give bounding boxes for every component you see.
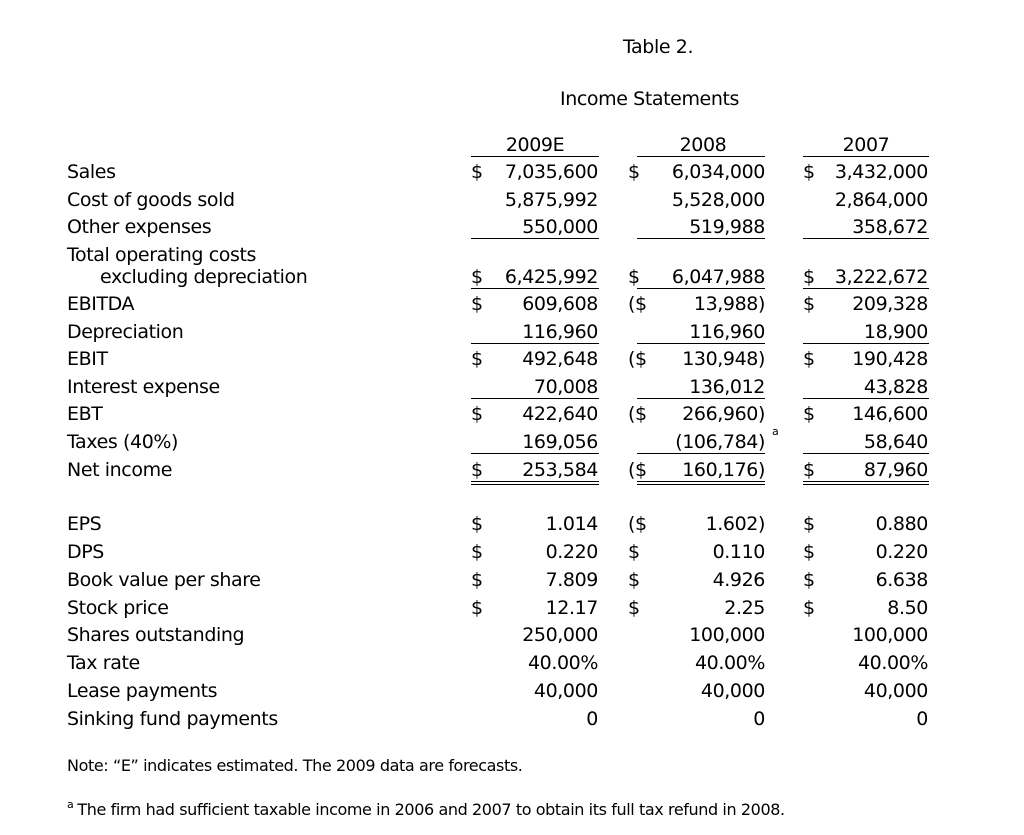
cell-value: 8.50	[887, 597, 928, 619]
cell-value: 100,000	[689, 624, 765, 646]
currency-symbol: $	[803, 266, 815, 288]
underline	[637, 398, 765, 399]
cell-value: (106,784)	[675, 431, 765, 453]
cell-value: 116,960	[522, 321, 598, 343]
row-label: EBITDA	[67, 293, 135, 315]
currency-symbol: ($	[628, 513, 647, 535]
cell-value: 550,000	[522, 216, 598, 238]
cell-value: 160,176)	[682, 459, 765, 481]
currency-symbol: $	[628, 597, 640, 619]
header-underline	[637, 156, 765, 157]
currency-symbol: $	[628, 569, 640, 591]
cell-value: 40.00%	[857, 652, 928, 674]
currency-symbol: $	[471, 513, 483, 535]
cell-value: 12.17	[545, 597, 598, 619]
cell-value: 40,000	[863, 680, 928, 702]
underline	[803, 238, 929, 239]
underline	[637, 453, 765, 454]
row-label: Cost of goods sold	[67, 189, 235, 211]
row-label: Other expenses	[67, 216, 212, 238]
row-label: Sinking fund payments	[67, 708, 278, 730]
footnote-text: The firm had sufficient taxable income in 2006 and 2007 to obtain its full tax refund in 2008.	[77, 800, 785, 819]
double-underline	[471, 481, 599, 485]
currency-symbol: $	[471, 459, 483, 481]
cell-value: 40,000	[700, 680, 765, 702]
cell-value: 40.00%	[694, 652, 765, 674]
currency-symbol: $	[803, 569, 815, 591]
underline	[637, 288, 765, 289]
underline	[471, 288, 599, 289]
column-header-2009e: 2009E	[505, 134, 565, 156]
cell-value: 0	[753, 708, 765, 730]
cell-value: 40.00%	[527, 652, 598, 674]
cell-value: 6,425,992	[504, 266, 598, 288]
currency-symbol: $	[471, 569, 483, 591]
row-label: EPS	[67, 513, 102, 535]
cell-value: 43,828	[863, 376, 928, 398]
table-number: Table 2.	[623, 36, 694, 58]
currency-symbol: $	[471, 266, 483, 288]
estimate-note: Note: “E” indicates estimated. The 2009 data are forecasts.	[67, 756, 523, 775]
cell-value: 0.880	[875, 513, 928, 535]
cell-value: 492,648	[522, 348, 598, 370]
underline	[803, 398, 929, 399]
row-label: Shares outstanding	[67, 624, 245, 646]
currency-symbol: ($	[628, 348, 647, 370]
currency-symbol: $	[628, 266, 640, 288]
double-underline	[803, 481, 929, 485]
footnote-marker: a	[67, 798, 74, 811]
cell-value: 358,672	[852, 216, 928, 238]
underline	[471, 453, 599, 454]
table-title: Income Statements	[560, 88, 740, 110]
row-label: Depreciation	[67, 321, 184, 343]
cell-value: 169,056	[522, 431, 598, 453]
currency-symbol: $	[803, 513, 815, 535]
currency-symbol: $	[471, 348, 483, 370]
currency-symbol: $	[628, 541, 640, 563]
row-label: DPS	[67, 541, 104, 563]
currency-symbol: $	[471, 161, 483, 183]
cell-value: 5,528,000	[671, 189, 765, 211]
row-label: EBIT	[67, 348, 108, 370]
row-label: Book value per share	[67, 569, 261, 591]
row-label: Total operating costs	[67, 244, 257, 266]
currency-symbol: $	[803, 597, 815, 619]
row-label: Taxes (40%)	[67, 431, 179, 453]
cell-value: 209,328	[852, 293, 928, 315]
currency-symbol: $	[471, 403, 483, 425]
underline	[471, 398, 599, 399]
currency-symbol: $	[803, 348, 815, 370]
row-label: Stock price	[67, 597, 169, 619]
cell-value: 609,608	[522, 293, 598, 315]
cell-value: 6,034,000	[671, 161, 765, 183]
row-label: Sales	[67, 161, 116, 183]
cell-value: 0.220	[875, 541, 928, 563]
cell-value: 136,012	[689, 376, 765, 398]
row-label: Lease payments	[67, 680, 218, 702]
currency-symbol: ($	[628, 403, 647, 425]
underline	[803, 453, 929, 454]
row-label: EBT	[67, 403, 103, 425]
cell-value: 87,960	[863, 459, 928, 481]
currency-symbol: ($	[628, 459, 647, 481]
cell-value: 2,864,000	[834, 189, 928, 211]
row-label: Tax rate	[67, 652, 140, 674]
cell-value: 0	[916, 708, 928, 730]
cell-value: 190,428	[852, 348, 928, 370]
footnote	[67, 798, 785, 819]
cell-value: 100,000	[852, 624, 928, 646]
row-label: excluding depreciation	[100, 266, 308, 288]
cell-value: 18,900	[863, 321, 928, 343]
cell-value: 0.110	[712, 541, 765, 563]
cell-value: 266,960)	[682, 403, 765, 425]
underline	[803, 343, 929, 344]
cell-value: 1.602)	[705, 513, 765, 535]
cell-value: 70,008	[533, 376, 598, 398]
cell-value: 519,988	[689, 216, 765, 238]
cell-value: 2.25	[724, 597, 765, 619]
cell-value: 146,600	[852, 403, 928, 425]
currency-symbol: ($	[628, 293, 647, 315]
footnote-marker: a	[772, 425, 779, 438]
cell-value: 13,988)	[693, 293, 765, 315]
currency-symbol: $	[471, 597, 483, 619]
row-label: Interest expense	[67, 376, 220, 398]
cell-value: 58,640	[863, 431, 928, 453]
column-header-2007: 2007	[842, 134, 890, 156]
cell-value: 0	[586, 708, 598, 730]
currency-symbol: $	[803, 293, 815, 315]
double-underline	[637, 481, 765, 485]
underline	[637, 238, 765, 239]
currency-symbol: $	[803, 161, 815, 183]
cell-value: 5,875,992	[504, 189, 598, 211]
cell-value: 422,640	[522, 403, 598, 425]
cell-value: 40,000	[533, 680, 598, 702]
header-underline	[803, 156, 929, 157]
currency-symbol: $	[803, 541, 815, 563]
underline	[637, 343, 765, 344]
currency-symbol: $	[471, 293, 483, 315]
cell-value: 4.926	[712, 569, 765, 591]
underline	[803, 288, 929, 289]
cell-value: 7.809	[545, 569, 598, 591]
column-header-2008: 2008	[679, 134, 727, 156]
cell-value: 6,047,988	[671, 266, 765, 288]
cell-value: 1.014	[545, 513, 598, 535]
underline	[471, 238, 599, 239]
cell-value: 7,035,600	[504, 161, 598, 183]
currency-symbol: $	[471, 541, 483, 563]
cell-value: 0.220	[545, 541, 598, 563]
currency-symbol: $	[803, 459, 815, 481]
currency-symbol: $	[628, 161, 640, 183]
underline	[471, 343, 599, 344]
cell-value: 130,948)	[682, 348, 765, 370]
cell-value: 3,222,672	[834, 266, 928, 288]
header-underline	[471, 156, 599, 157]
currency-symbol: $	[803, 403, 815, 425]
cell-value: 250,000	[522, 624, 598, 646]
row-label: Net income	[67, 459, 172, 481]
cell-value: 253,584	[522, 459, 598, 481]
cell-value: 116,960	[689, 321, 765, 343]
cell-value: 3,432,000	[834, 161, 928, 183]
cell-value: 6.638	[875, 569, 928, 591]
